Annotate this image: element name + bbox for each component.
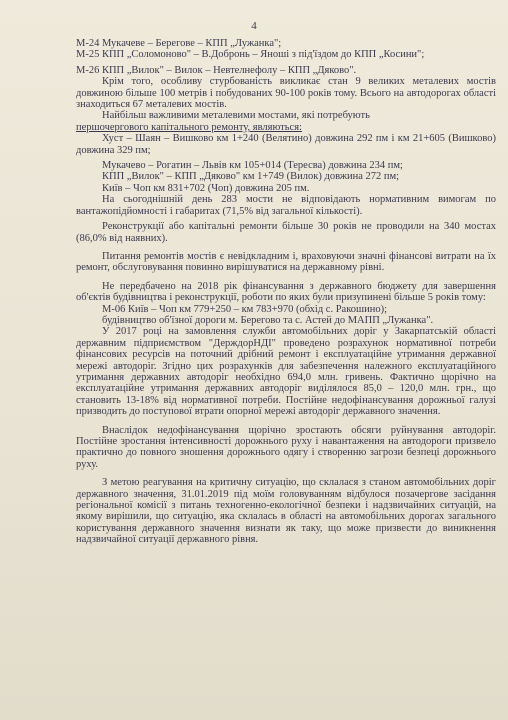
bridge-item-vylok: КПП „Вилок" – КПП „Дяково" км 1+749 (Вилок) довжина 272 пм; [102, 171, 400, 183]
paragraph-bridges-condition: Крім того, особливу стурбованість викликає стан 9 великих металевих мостів довжиною більше 100 метрів і побудованих 90-100 років тому. Всього на автодорогах області знаходиться 67 металевих мостів. [76, 76, 496, 111]
paragraph-underfunding-consequences: Внаслідок недофінансування щорічно зростають обсяги руйнування автодоріг. Постійне зростання інтенсивності дорожнього руху і навантаження на автодороги призвело практично до повного зношення дорожнього одягу і створенню загрози безпеці дорожнього руху. [76, 424, 496, 470]
paragraph-bridge-repairs-urgent: Питання ремонтів мостів є невідкладним і, враховуючи значні фінансові витрати на їх ремонт, обслуговування повинно вирішуватися на державному рівні. [76, 250, 496, 274]
object-item-berehove-bypass: будівництво об'їзної дороги м. Берегово та с. Астей до МАПП „Лужанка". [102, 314, 434, 326]
road-item-m25: М-25 КПП „Соломоново" – В.Добронь – Яноші з під'їздом до КПП „Косини"; [76, 49, 425, 61]
road-item-m26: М-26 КПП „Вилок" – Вилок – Невтелнефолу – КПП „Дяково". [76, 64, 357, 76]
paragraph-bridges-nonconforming: На сьогоднішній день 283 мости не відповідають нормативним вимогам по вантажопідйомності і габаритах (71,5% від загальної кількості). [76, 194, 496, 217]
page-number: 4 [251, 20, 257, 32]
bridge-item-mukachevo: Мукачево – Рогатин – Львів км 105+014 (Тересва) довжина 234 пм; [102, 160, 403, 172]
paragraph-important-bridges-line2: першочергового капітального ремонту, являються: [76, 121, 302, 133]
road-item-m24: М-24 Мукачеве – Берегове – КПП „Лужанка"; [76, 38, 282, 49]
paragraph-bridges-no-repair: Реконструкції або капітальні ремонти більше 30 років не проводили на 340 мостах (86,0% від наявних). [76, 221, 496, 244]
paragraph-commission-decision: З метою реагування на критичну ситуацію, що склалася з станом автомобільних доріг державного значення, 31.01.2019 під моїм головуванням відбулося позачергове засідання регіональної комісії з питань техногенно-екологічної безпеки і надзвичайних ситуацій, на якому вирішили, що ситуацію, яка склалась в області на автомобільних дорогах загального користування державного значення визнати як таку, що може призвести до виникнення надзвичайної ситуації державного рівня. [76, 477, 496, 546]
paragraph-no-funding-2018: Не передбачено на 2018 рік фінансування з державного бюджету для завершення об'єктів будівництва і реконструкції, роботи по яких були призупинені більше 5 років тому: [76, 280, 496, 304]
paragraph-2017-calculation: У 2017 році на замовлення служби автомобільних доріг у Закарпатській області державним підприємством "ДерждорНДІ" проведено розрахунок нормативної потреби фінансових ресурсів на поточний дрібний ремонт і експлуатаційне утримання державної мережі автодоріг. Згідно цих розрахунків для забезпечення належного експлуатаційного утримання державних автодоріг необхідно 694,0 млн. гривень. Фактично щорічно на експлуатаційне утримання державних автодоріг виділялося 85,0 – 120,0 млн. грн., що становить 13-18% від нормативної потреби. Постійне недофінансування дорожньої галузі призводить до поступової втрати опорної мережі автодоріг державного значення. [76, 326, 496, 418]
bridge-item-kyiv-chop: Київ – Чоп км 831+702 (Чоп) довжина 205 пм. [102, 182, 310, 194]
object-item-m06: М-06 Київ – Чоп км 779+250 – км 783+970 (обхід с. Ракошино); [102, 303, 388, 315]
bridge-item-khust: Хуст – Шаян – Вишково км 1+240 (Велятино) довжина 292 пм і км 21+605 (Вишково) довжина 329 пм; [76, 133, 496, 156]
paragraph-important-bridges-line1: Найбільш важливими металевими мостами, які потребують [102, 110, 370, 122]
